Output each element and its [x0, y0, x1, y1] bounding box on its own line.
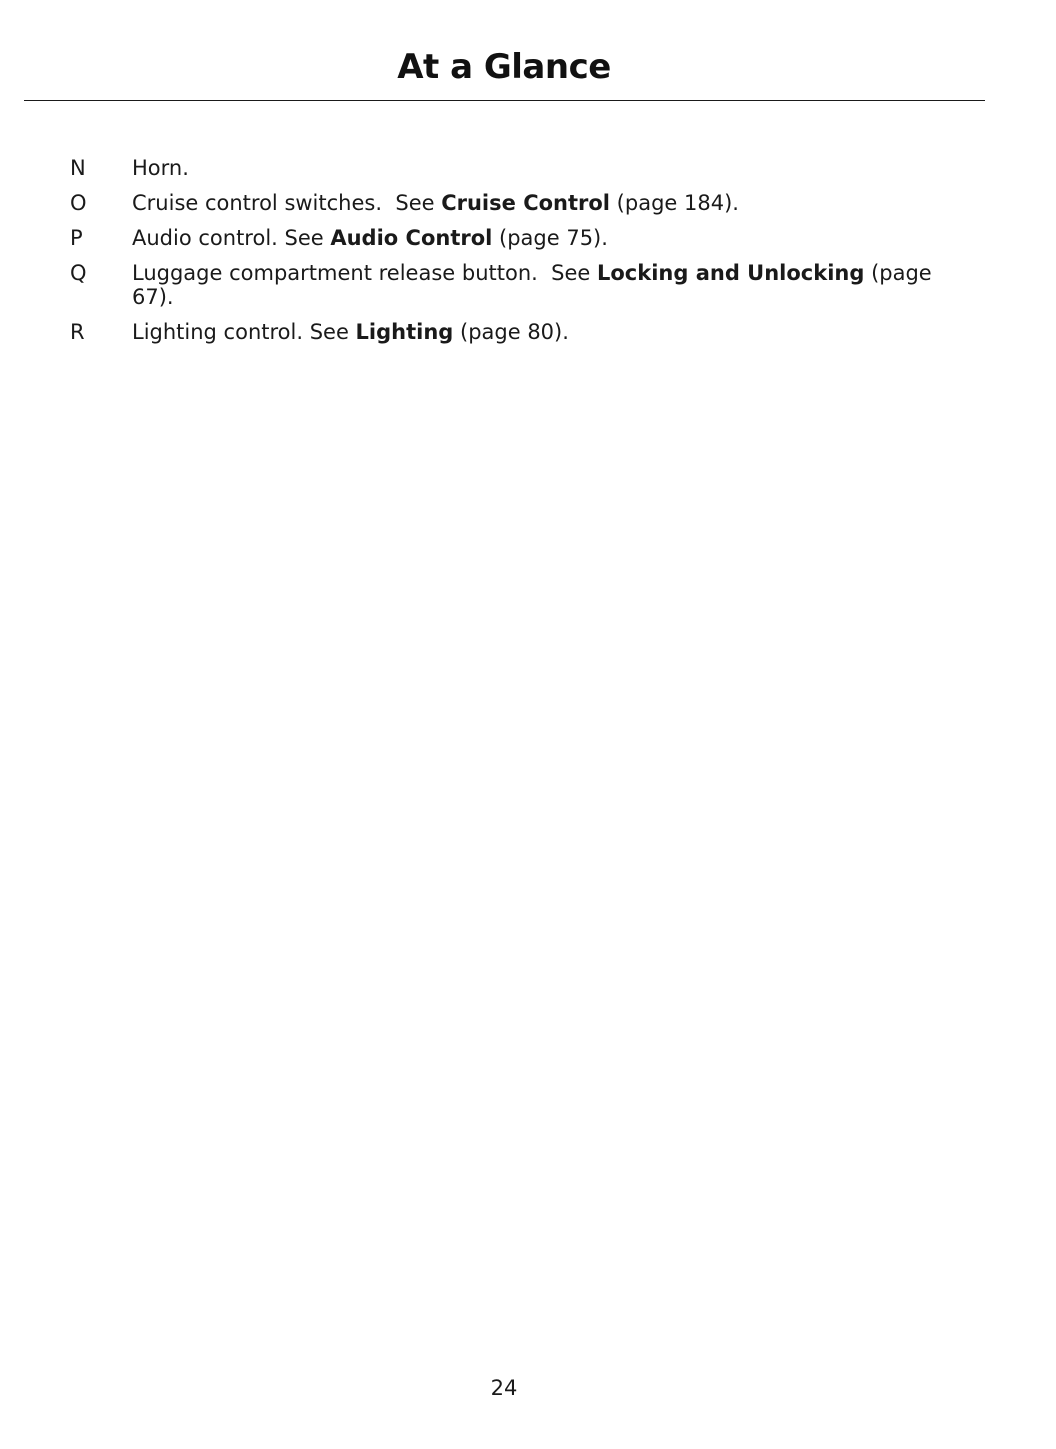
item-letter: O	[70, 191, 87, 215]
list-item	[0, 191, 1000, 215]
item-description	[132, 320, 952, 344]
item-page-ref: (page 67).	[132, 261, 932, 309]
item-description	[132, 191, 952, 215]
item-letter: Q	[70, 261, 87, 285]
item-description	[132, 261, 952, 309]
item-page-ref: (page 75).	[492, 226, 608, 250]
list-item	[0, 156, 1000, 180]
item-text: Lighting control. See	[132, 320, 356, 344]
item-text: Horn.	[132, 156, 189, 180]
item-text: Luggage compartment release button. See	[132, 261, 597, 285]
item-letter: P	[70, 226, 83, 250]
item-page-ref: (page 184).	[610, 191, 739, 215]
list-item	[0, 320, 1000, 344]
item-text: Audio control. See	[132, 226, 331, 250]
title-divider	[24, 100, 985, 101]
item-text: Cruise control switches. See	[132, 191, 442, 215]
item-page-ref: (page 80).	[453, 320, 569, 344]
item-reference-link[interactable]: Cruise Control	[441, 191, 610, 215]
item-letter: R	[70, 320, 85, 344]
item-reference-link[interactable]: Locking and Unlocking	[597, 261, 865, 285]
item-reference-link[interactable]: Lighting	[355, 320, 454, 344]
item-letter: N	[70, 156, 86, 180]
legend-list	[0, 156, 1000, 355]
item-description	[132, 226, 952, 250]
page-number: 24	[490, 1376, 518, 1400]
list-item	[0, 261, 1000, 309]
list-item	[0, 226, 1000, 250]
item-description	[132, 156, 952, 180]
item-reference-link[interactable]: Audio Control	[330, 226, 493, 250]
page-title: At a Glance	[397, 47, 611, 87]
